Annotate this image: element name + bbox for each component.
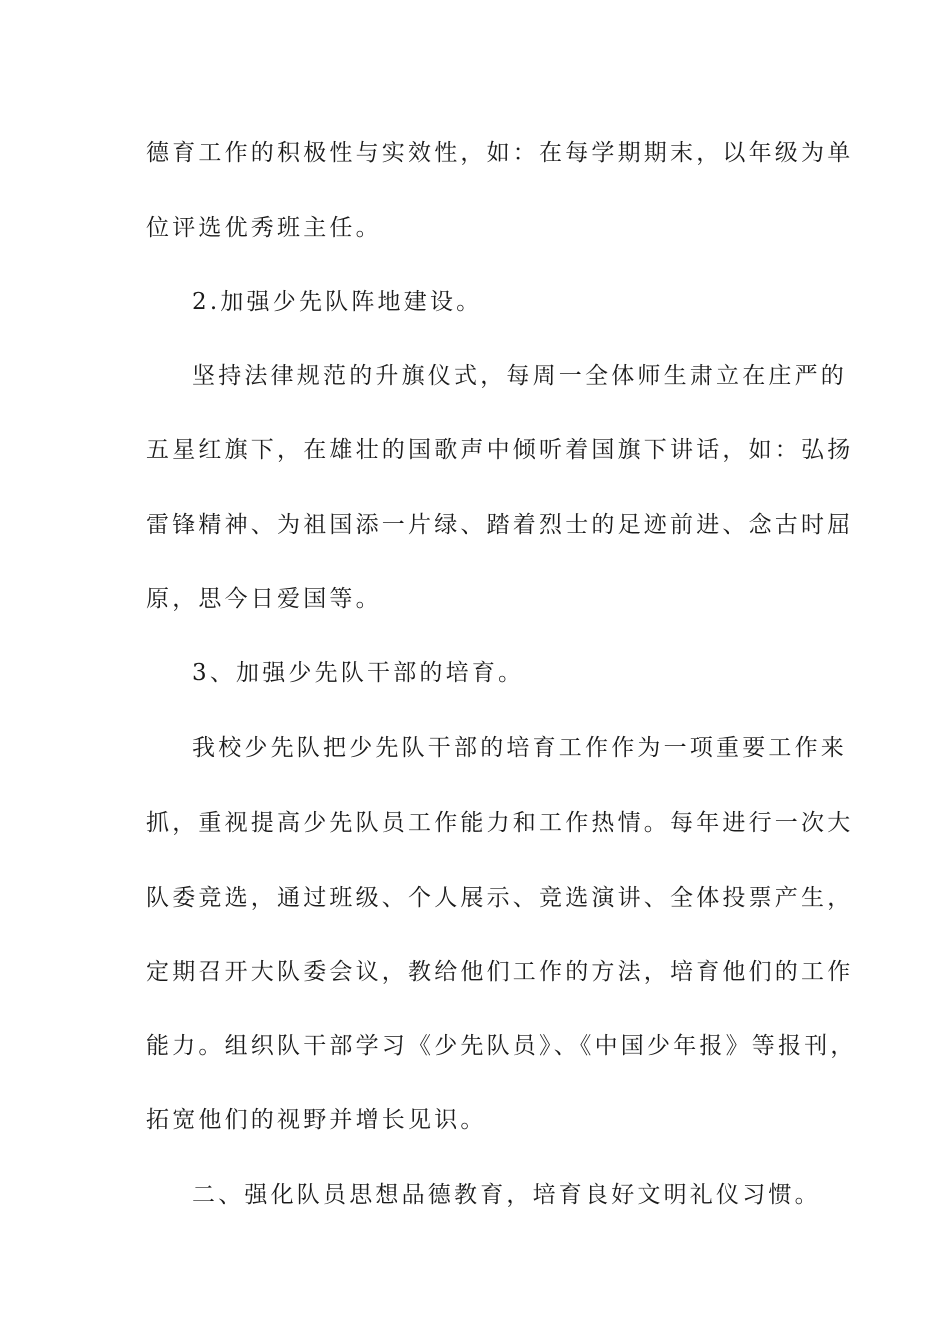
paragraph-line: 德育工作的积极性与实效性，如：在每学期期末，以年级为单 [146,140,854,166]
section-heading: 3、加强少先队干部的培育。 [192,660,525,686]
section-heading: 二、强化队员思想品德教育，培育良好文明礼仪习惯。 [192,1182,821,1208]
paragraph-line: 拓宽他们的视野并增长见识。 [146,1107,487,1133]
paragraph-line: 我校少先队把少先队干部的培育工作作为一项重要工作来 [192,735,847,761]
paragraph-line: 五星红旗下，在雄壮的国歌声中倾听着国旗下讲话，如：弘扬 [146,437,854,463]
paragraph-line: 原，思今日爱国等。 [146,586,382,612]
paragraph-line: 定期召开大队委会议，教给他们工作的方法，培育他们的工作 [146,959,854,985]
paragraph-line: 位评选优秀班主任。 [146,215,382,241]
paragraph-line: 队委竞选，通过班级、个人展示、竞选演讲、全体投票产生， [146,885,854,911]
paragraph-line: 能力。组织队干部学习《少先队员》、《中国少年报》等报刊， [146,1033,857,1059]
section-heading: 2.加强少先队阵地建设。 [192,289,483,315]
paragraph-line: 雷锋精神、为祖国添一片绿、踏着烈士的足迹前进、念古时屈 [146,512,854,538]
paragraph-line: 坚持法律规范的升旗仪式，每周一全体师生肃立在庄严的 [192,363,847,389]
paragraph-line: 抓，重视提高少先队员工作能力和工作热情。每年进行一次大 [146,810,854,836]
